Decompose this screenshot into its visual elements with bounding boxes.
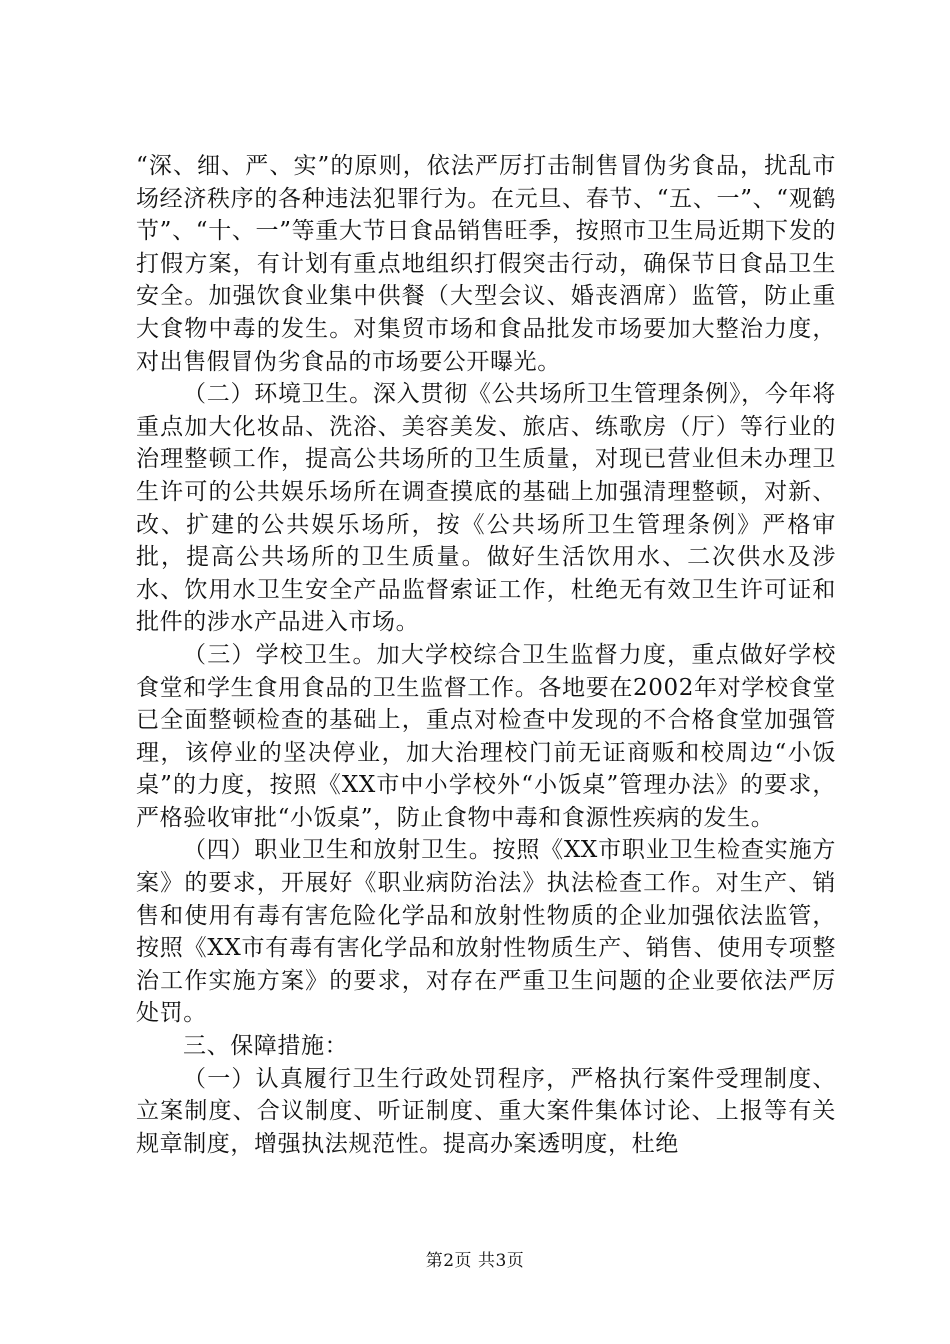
paragraph-occupational-radiation-hygiene: （四）职业卫生和放射卫生。按照《XX市职业卫生检查实施方案》的要求，开展好《职业病防治法》执法检查工作。对生产、销售和使用有毒有害危险化学品和放射性物质的企业加强依法监管，按照《XX市有毒有害化学品和放射性物质生产、销售、使用专项整治工作实施方案》的要求，对存在严重卫生问题的企业要依法严厉处罚。 — [136, 837, 836, 1027]
document-body — [136, 150, 836, 1160]
paragraph-administrative-penalty-procedure: （一）认真履行卫生行政处罚程序，严格执行案件受理制度、立案制度、合议制度、听证制度、重大案件集体讨论、上报等有关规章制度，增强执法规范性。提高办案透明度，杜绝 — [136, 1065, 836, 1157]
paragraph-school-hygiene: （三）学校卫生。加大学校综合卫生监督力度，重点做好学校食堂和学生食用食品的卫生监督工作。各地要在2002年对学校食堂已全面整顿检查的基础上，重点对检查中发现的不合格食堂加强管理，该停业的坚决停业，加大治理校门前无证商贩和校周边“小饭桌”的力度，按照《XX市中小学校外“小饭桌”管理办法》的要求，严格验收审批“小饭桌”，防止食物中毒和食源性疾病的发生。 — [136, 641, 836, 831]
paragraph-food-safety-continued: “深、细、严、实”的原则，依法严厉打击制售冒伪劣食品，扰乱市场经济秩序的各种违法犯罪行为。在元旦、春节、“五、一”、“观鹤节”、“十、一”等重大节日食品销售旺季，按照市卫生局近期下发的打假方案，有计划有重点地组织打假突击行动，确保节日食品卫生安全。加强饮食业集中供餐（大型会议、婚丧酒席）监管，防止重大食物中毒的发生。对集贸市场和食品批发市场要加大整治力度，对出售假冒伪劣食品的市场要公开曝光。 — [136, 153, 836, 375]
page-number-footer: 第2页 共3页 — [425, 1251, 525, 1271]
section-heading-safeguard-measures: 三、保障措施： — [183, 1033, 349, 1060]
paragraph-environmental-hygiene: （二）环境卫生。深入贯彻《公共场所卫生管理条例》，今年将重点加大化妆品、洗浴、美容美发、旅店、练歌房（厅）等行业的治理整顿工作，提高公共场所的卫生质量，对现已营业但未办理卫生许可的公共娱乐场所在调查摸底的基础上加强清理整顿，对新、改、扩建的公共娱乐场所，按《公共场所卫生管理条例》严格审批，提高公共场所的卫生质量。做好生活饮用水、二次供水及涉水、饮用水卫生安全产品监督索证工作，杜绝无有效卫生许可证和批件的涉水产品进入市场。 — [136, 381, 836, 636]
